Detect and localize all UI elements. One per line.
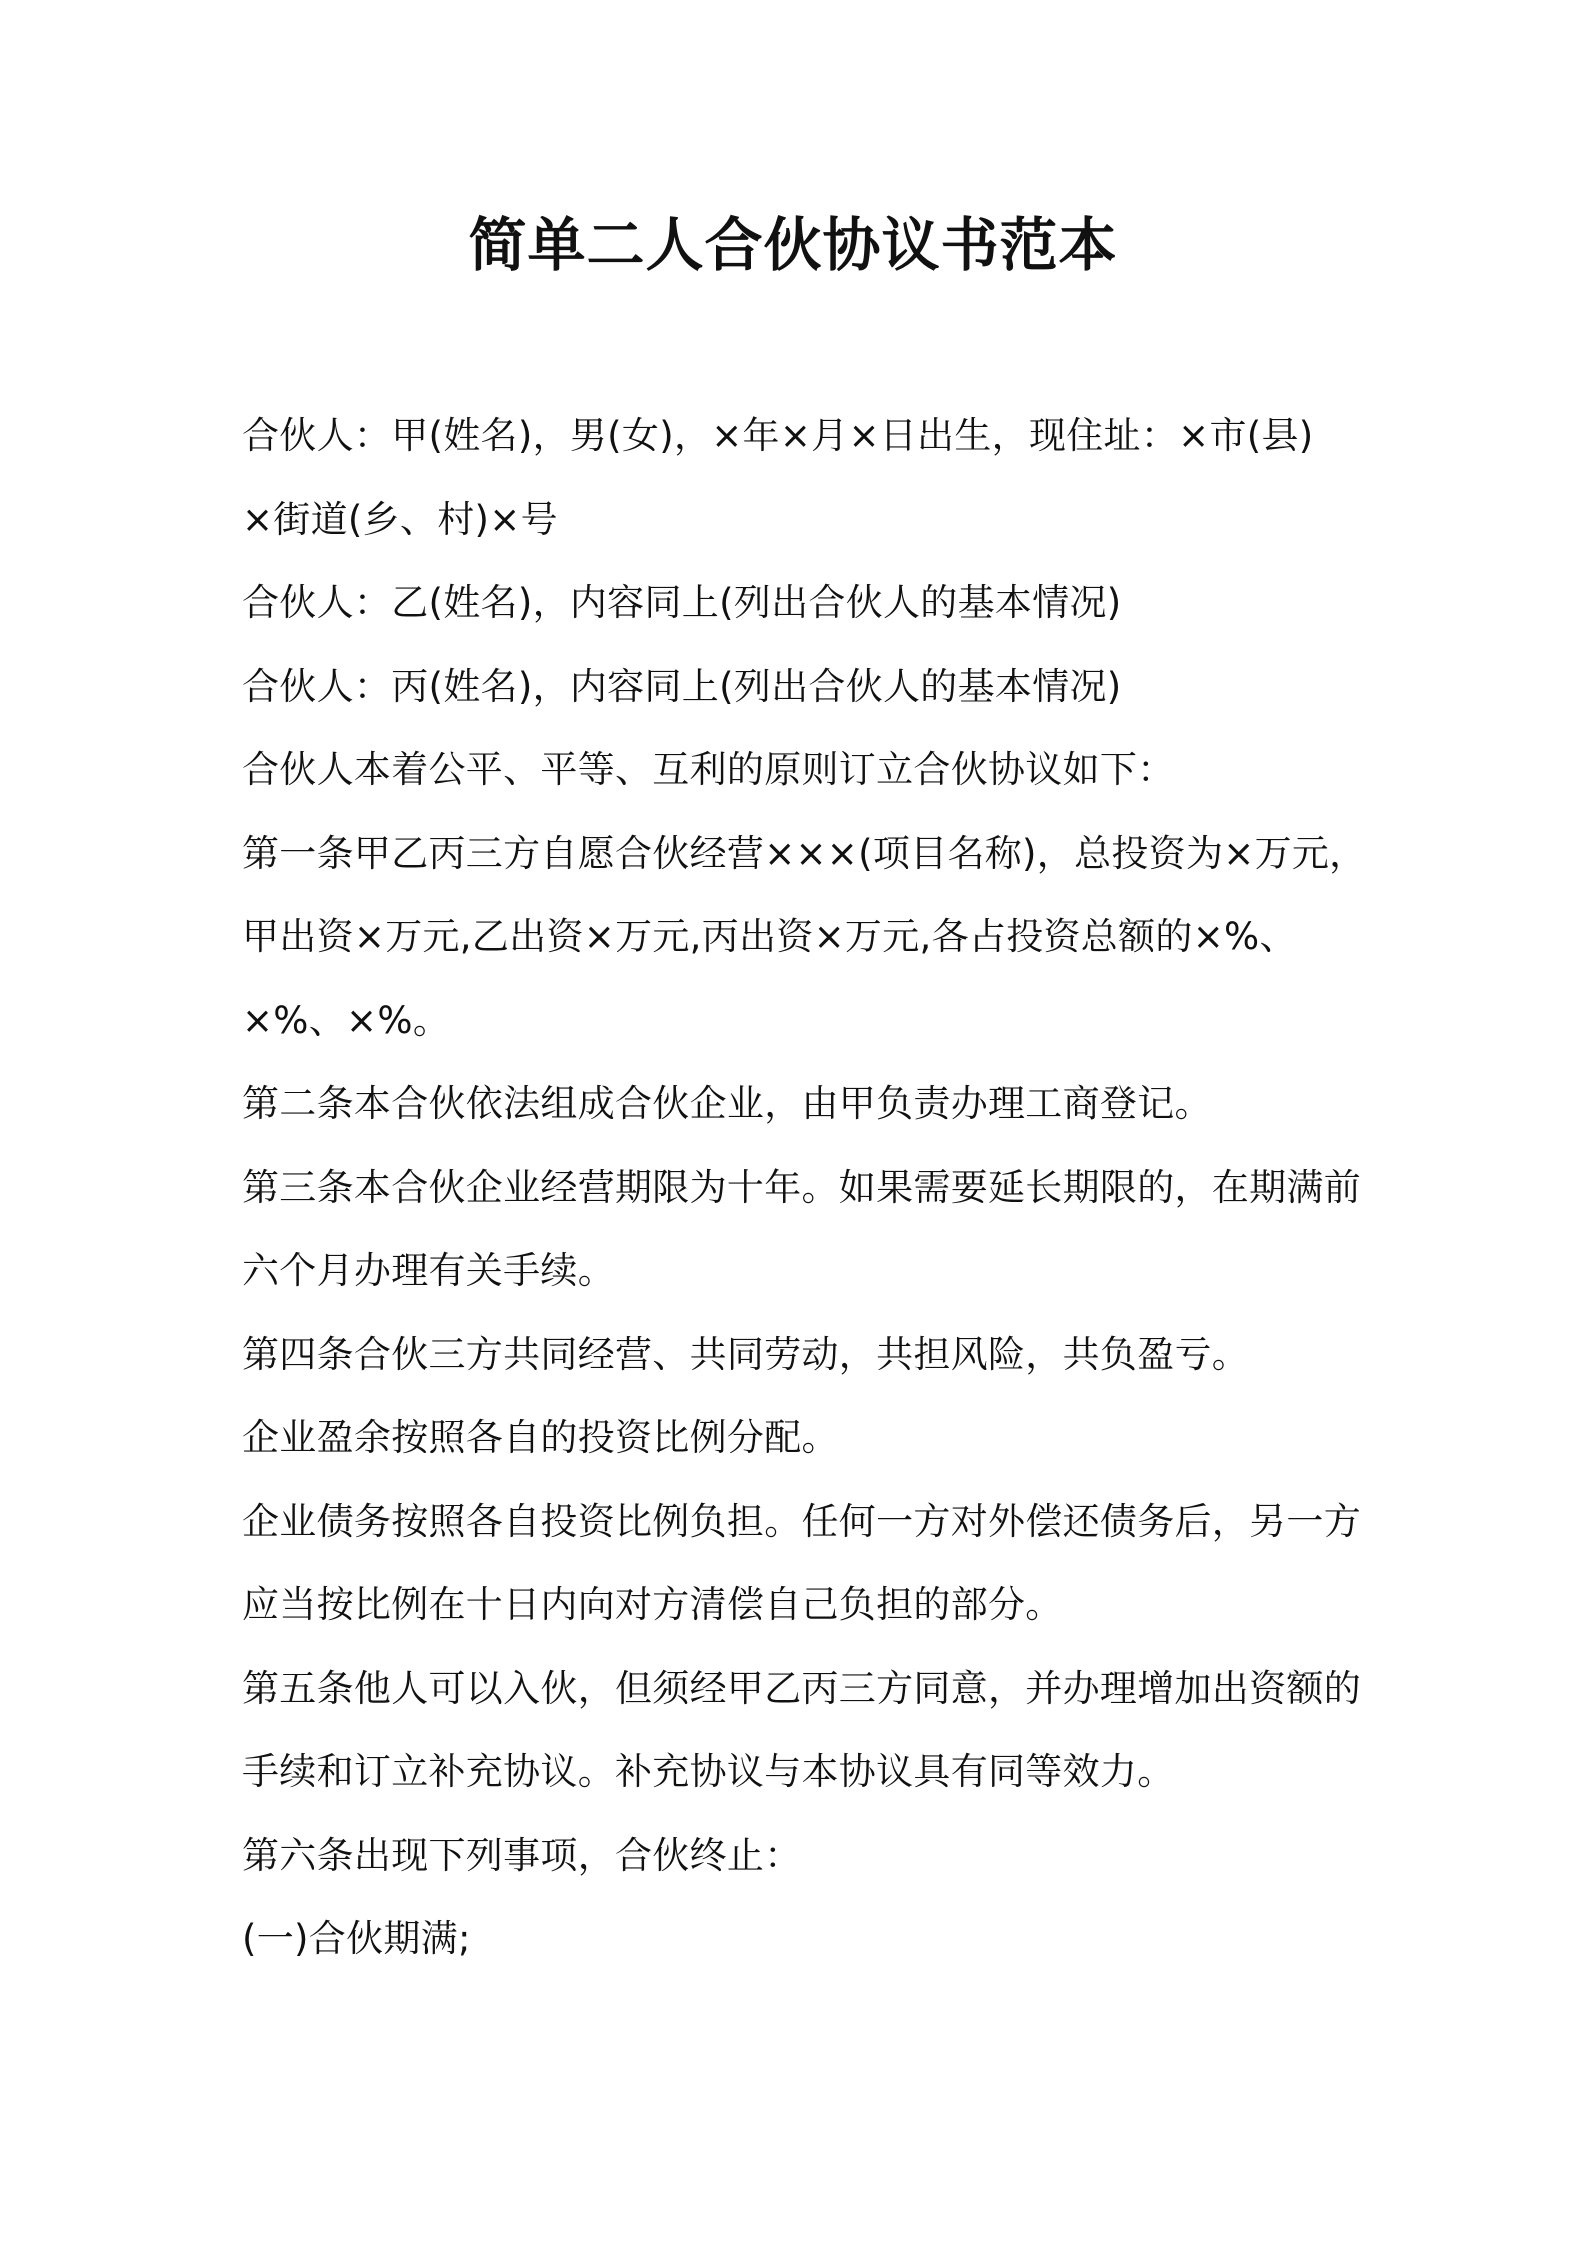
text-line: 第三条本合伙企业经营期限为十年。如果需要延长期限的，在期满前	[242, 1165, 1361, 1209]
text-line: 第五条他人可以入伙，但须经甲乙丙三方同意，并办理增加出资额的	[242, 1666, 1361, 1710]
text-line: ×街道(乡、村)×号	[242, 497, 558, 541]
text-line: 第六条出现下列事项，合伙终止：	[242, 1833, 802, 1877]
text-line: 合伙人：丙(姓名)，内容同上(列出合伙人的基本情况)	[242, 664, 1122, 708]
text-line: 企业债务按照各自投资比例负担。任何一方对外偿还债务后，另一方	[242, 1499, 1361, 1543]
text-line: 第一条甲乙丙三方自愿合伙经营×××(项目名称)，总投资为×万元，	[242, 831, 1367, 875]
text-line: 合伙人本着公平、平等、互利的原则订立合伙协议如下：	[242, 748, 1175, 791]
text-line: 第二条本合伙依法组成合伙企业，由甲负责办理工商登记。	[242, 1082, 1212, 1125]
text-line: (一)合伙期满;	[242, 1917, 471, 1960]
text-line: 第四条合伙三方共同经营、共同劳动，共担风险，共负盈亏。	[242, 1332, 1250, 1376]
text-line: 应当按比例在十日内向对方清偿自己负担的部分。	[242, 1583, 1063, 1626]
text-line: 甲出资×万元,乙出资×万元,丙出资×万元,各占投资总额的×%、	[242, 915, 1297, 958]
text-line: 企业盈余按照各自的投资比例分配。	[242, 1416, 839, 1459]
text-line: 手续和订立补充协议。补充协议与本协议具有同等效力。	[242, 1750, 1175, 1793]
text-line: 合伙人：乙(姓名)，内容同上(列出合伙人的基本情况)	[242, 581, 1122, 624]
text-line: 合伙人：甲(姓名)，男(女)，×年×月×日出生，现住址：×市(县)	[242, 414, 1314, 457]
text-line: 六个月办理有关手续。	[242, 1249, 615, 1292]
document-title: 简单二人合伙协议书范本	[468, 211, 1118, 279]
text-line: ×%、×%。	[242, 998, 451, 1042]
document-body	[242, 394, 1367, 1981]
